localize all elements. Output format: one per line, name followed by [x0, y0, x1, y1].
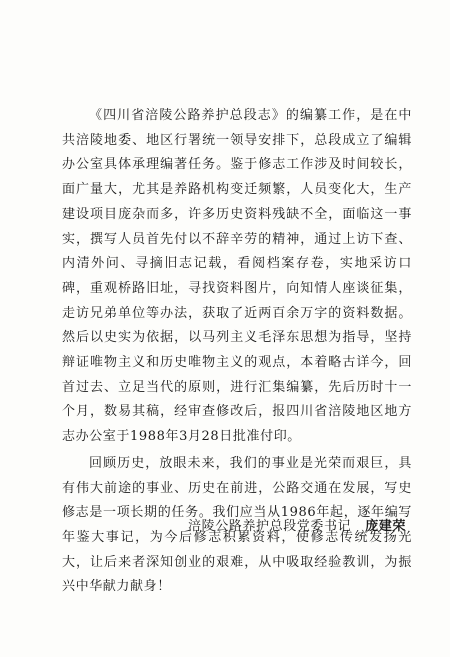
paragraph-2: 回顾历史，放眼未来，我们的事业是光荣而艰巨，具有伟大前途的事业、历史在前进，公路交通在发展，写史修志是一项长期的任务。我们应当从1986年起，逐年编写年鉴大事记，为今后修志积累资料，使修志传统发扬光大，让后来者深知创业的艰难，从中吸取经验教训，为振兴中华献力献身！ — [62, 455, 412, 595]
signature-name: 庞建荣 — [365, 519, 407, 534]
signature-line — [188, 515, 406, 534]
signature-organization: 涪陵公路养护总段党委书记 — [188, 519, 352, 534]
paragraph-1: 《四川省涪陵公路养护总段志》的编纂工作，是在中共涪陵地委、地区行署统一领导安排下，总段成立了编辑办公室具体承理编著任务。鉴于修志工作涉及时间较长，面广量大，尤其是养路机构变迁频繁，人员变化大，生产建设项目庞杂而多，许多历史资料残缺不全，面临这一事实，撰写人员首先付以不辞辛劳的精神，通过上访下查、内清外问、寻摘旧志记载，看阅档案存卷，实地采访口碑，重观桥路旧址，寻找资料图片，向知情人座谈征集，走访兄弟单位等办法，获取了近两百余万字的资料数据。然后以史实为依据，以马列主义毛泽东思想为指导，坚持辩证唯物主义和历史唯物主义的观点，本着略古详今，回首过去、立足当代的原则，进行汇集编纂，先后历时十一个月，数易其稿，经审查修改后，报四川省涪陵地区地方志办公室于1988年3月28日批准付印。 — [62, 108, 412, 445]
